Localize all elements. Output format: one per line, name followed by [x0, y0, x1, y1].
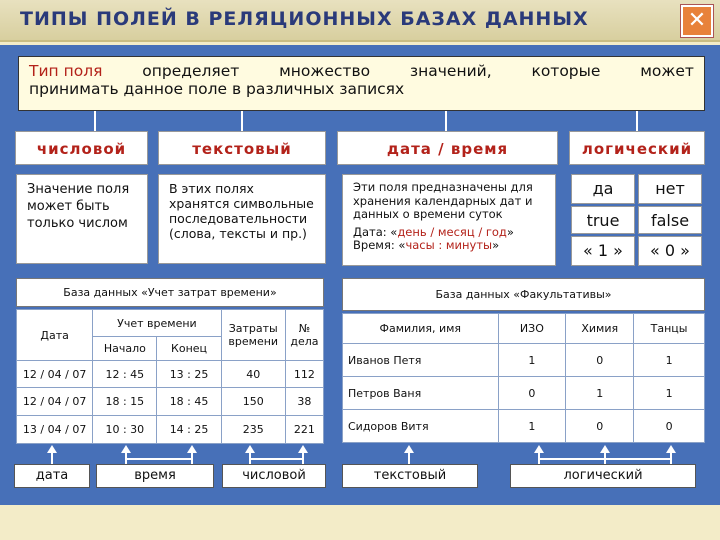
arrow-bracket — [538, 458, 672, 460]
definition-word: определяет — [142, 62, 240, 80]
time-format-line — [353, 239, 545, 253]
logical-value: да — [571, 174, 635, 204]
db1-header-date: Дата — [17, 310, 93, 361]
definition-word: множество — [279, 62, 371, 80]
db1-header-num: № дела — [285, 310, 323, 361]
db2-table — [342, 313, 705, 443]
table-row — [343, 410, 705, 443]
bottom-label-date: дата — [14, 464, 90, 488]
time-format-prefix: Время: « — [353, 238, 406, 252]
table-cell: Сидоров Витя — [343, 410, 499, 443]
table-cell: 12 : 45 — [93, 361, 157, 388]
table-cell: 10 : 30 — [93, 416, 157, 444]
table-row — [343, 377, 705, 410]
table-cell: 1 — [634, 377, 705, 410]
table-cell: 235 — [221, 416, 285, 444]
date-format-prefix: Дата: « — [353, 224, 398, 239]
datetime-desc-text: Эти поля предназначены для хранения календарных дат и данных о времени суток — [353, 180, 533, 221]
table-cell: 150 — [221, 388, 285, 416]
definition-word: которые — [531, 62, 601, 80]
date-format-line — [353, 226, 545, 240]
type-logical-header: логический — [569, 131, 705, 165]
db1-table — [16, 309, 324, 444]
logical-value: true — [571, 206, 635, 234]
type-text-desc: В этих полях хранятся символьные последовательности (слова, тексты и пр.) — [158, 174, 326, 264]
definition-word: может — [640, 62, 694, 80]
table-cell: 12 / 04 / 07 — [17, 361, 93, 388]
logical-value: нет — [638, 174, 702, 204]
table-row — [17, 388, 324, 416]
time-format: часы : минуты — [405, 238, 493, 252]
db2-header-name: Фамилия, имя — [343, 314, 499, 344]
table-cell: 40 — [221, 361, 285, 388]
close-icon: ✕ — [687, 8, 707, 33]
db1-header-time-group: Учет времени — [93, 310, 221, 337]
table-cell: 1 — [498, 344, 566, 377]
table-cell: Петров Ваня — [343, 377, 499, 410]
table-cell: 112 — [285, 361, 323, 388]
db1-header-cost: Затраты времени — [221, 310, 285, 361]
db1-title: База данных «Учет затрат времени» — [16, 278, 324, 307]
footer-area — [0, 505, 720, 540]
table-cell: 13 / 04 / 07 — [17, 416, 93, 444]
connector — [241, 111, 243, 131]
table-cell: 0 — [634, 410, 705, 443]
table-cell: 14 : 25 — [157, 416, 221, 444]
table-cell: Иванов Петя — [343, 344, 499, 377]
connector — [94, 111, 96, 131]
table-cell: 1 — [566, 377, 634, 410]
definition-line2: принимать данное поле в различных записях — [29, 80, 405, 98]
table-row — [17, 416, 324, 444]
table-cell: 1 — [498, 410, 566, 443]
table-cell: 38 — [285, 388, 323, 416]
table-cell: 1 — [634, 344, 705, 377]
connector — [636, 111, 638, 131]
db2-header-col: ИЗО — [498, 314, 566, 344]
date-format-close: » — [506, 224, 514, 239]
definition-term: Тип поля — [29, 62, 103, 80]
arrow-line — [408, 452, 410, 464]
db2-header-col: Химия — [566, 314, 634, 344]
db1-header-start: Начало — [93, 337, 157, 361]
type-numeric-header: числовой — [15, 131, 148, 165]
logical-value: « 0 » — [638, 236, 702, 266]
table-row — [17, 361, 324, 388]
type-text-header: текстовый — [158, 131, 326, 165]
arrow-line — [51, 452, 53, 464]
connector — [445, 111, 447, 131]
table-cell: 0 — [566, 344, 634, 377]
db1-header-end: Конец — [157, 337, 221, 361]
type-numeric-desc: Значение поля может быть только числом — [16, 174, 148, 264]
table-cell: 13 : 25 — [157, 361, 221, 388]
type-datetime-header: дата / время — [337, 131, 558, 165]
bottom-label-time: время — [96, 464, 214, 488]
bottom-label-logical: логический — [510, 464, 696, 488]
page-title: ТИПЫ ПОЛЕЙ В РЕЛЯЦИОННЫХ БАЗАХ ДАННЫХ — [20, 8, 589, 30]
definition-box — [18, 56, 705, 111]
definition-word: значений, — [409, 62, 492, 80]
bottom-label-text: текстовый — [342, 464, 478, 488]
table-cell: 221 — [285, 416, 323, 444]
arrow-bracket — [125, 458, 193, 460]
table-cell: 12 / 04 / 07 — [17, 388, 93, 416]
table-cell: 18 : 15 — [93, 388, 157, 416]
arrow-bracket — [249, 458, 304, 460]
db2-title: База данных «Факультативы» — [342, 278, 705, 311]
bottom-label-numeric: числовой — [222, 464, 326, 488]
time-format-close: » — [492, 238, 500, 252]
db2-header-col: Танцы — [634, 314, 705, 344]
table-row — [343, 344, 705, 377]
logical-value: false — [638, 206, 702, 234]
date-format: день / месяц / год — [397, 224, 507, 239]
type-datetime-desc — [342, 174, 556, 266]
table-cell: 0 — [498, 377, 566, 410]
close-button[interactable] — [681, 5, 713, 37]
logical-value: « 1 » — [571, 236, 635, 266]
table-cell: 18 : 45 — [157, 388, 221, 416]
table-cell: 0 — [566, 410, 634, 443]
